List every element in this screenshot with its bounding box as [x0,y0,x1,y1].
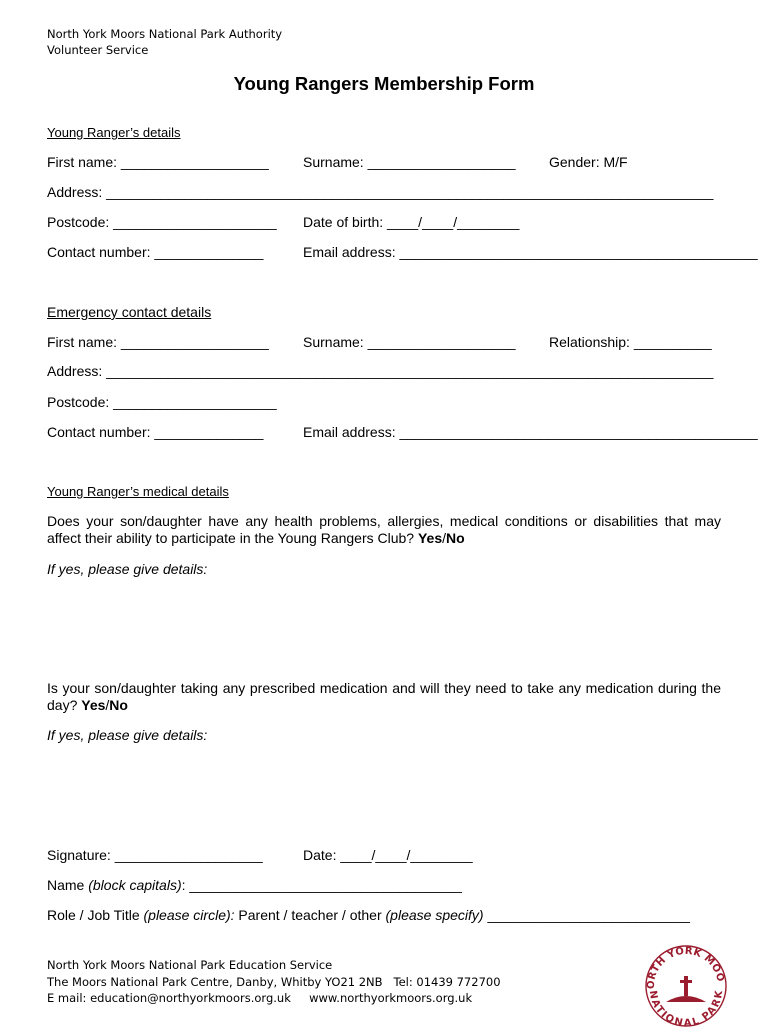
emergency-relationship-field[interactable]: Relationship: __________ [549,334,712,350]
role-line: __________________________ [483,907,690,923]
q1-yes-option[interactable]: Yes [417,530,443,546]
medical-question-2 [47,680,721,714]
ranger-surname-field[interactable]: Surname: ___________________ [303,154,516,170]
q2-no-option[interactable]: No [109,697,128,713]
ranger-postcode-field[interactable]: Postcode: _____________________ [47,214,277,230]
logo-bottom-text: NATIONAL PARK [646,989,726,1028]
footer-contact: E mail: education@northyorkmoors.org.uk www.northyorkmoors.org.uk [47,991,473,1005]
medical-q1-details-label: If yes, please give details: [47,561,208,577]
medical-q1-details-area[interactable] [47,580,721,672]
section-heading-medical: Young Ranger’s medical details [47,484,229,499]
logo-top-text: ORTH YORK MOO [645,945,726,990]
ranger-gender-field[interactable]: Gender: M/F [549,154,628,170]
emergency-email-field[interactable]: Email address: ______________________________________________ [303,424,758,440]
medical-question-2-text: Is your son/daughter taking any prescribed medication and will they need to take any medication during the day? [47,680,721,713]
organisation-name: North York Moors National Park Authority [47,27,283,41]
emergency-first-name-field[interactable]: First name: ___________________ [47,334,269,350]
signoff-date-field[interactable]: Date: ____/____/________ [303,847,473,863]
medical-q2-details-area[interactable] [47,746,721,838]
signature-field[interactable]: Signature: ___________________ [47,847,263,863]
emergency-address-field[interactable]: Address: ______________________________________________________________________________ [47,363,714,379]
role-options[interactable]: Parent / teacher / other [234,907,386,923]
emergency-surname-field[interactable]: Surname: ___________________ [303,334,516,350]
q2-yes-option[interactable]: Yes [81,697,106,713]
national-park-logo [633,922,726,1028]
medical-question-1-text: Does your son/daughter have any health problems, allergies, medical conditions or disabilities that may affect their ability to participate in the Young Rangers Club? [47,513,721,546]
role-label: Role / Job Title [47,907,144,923]
section-heading-emergency: Emergency contact details [47,304,212,320]
page-title: Young Rangers Membership Form [233,73,535,94]
ranger-address-field[interactable]: Address: ______________________________________________________________________________ [47,184,714,200]
emergency-contact-field[interactable]: Contact number: ______________ [47,424,264,440]
emergency-postcode-field[interactable]: Postcode: _____________________ [47,394,277,410]
footer-address: The Moors National Park Centre, Danby, Whitby YO21 2NB Tel: 01439 772700 [47,975,501,989]
ranger-email-field[interactable]: Email address: ______________________________________________ [303,244,758,260]
role-specify-hint: (please specify) [385,907,484,923]
national-park-logo-graphic [642,940,730,1028]
role-field[interactable] [47,907,690,923]
q1-separator: / [442,530,447,546]
name-line: : ___________________________________ [181,877,462,893]
block-capitals-name-field[interactable] [47,877,462,893]
cross-arm [680,980,692,983]
role-hint: (please circle): [143,907,235,923]
name-label: Name [47,877,89,893]
footer-service-name: North York Moors National Park Education Service [47,958,333,972]
medical-q2-details-label: If yes, please give details: [47,727,208,743]
name-hint: (block capitals) [88,877,182,893]
ranger-first-name-field[interactable]: First name: ___________________ [47,154,269,170]
service-name: Volunteer Service [47,43,149,57]
q2-separator: / [105,697,110,713]
medical-question-1 [47,513,721,547]
ranger-contact-field[interactable]: Contact number: ______________ [47,244,264,260]
moor-hill-shape [666,996,706,1002]
section-heading-ranger-details: Young Ranger’s details [47,125,181,140]
q1-no-option[interactable]: No [446,530,465,546]
ranger-dob-field[interactable]: Date of birth: ____/____/________ [303,214,520,230]
cross-post [684,976,688,996]
